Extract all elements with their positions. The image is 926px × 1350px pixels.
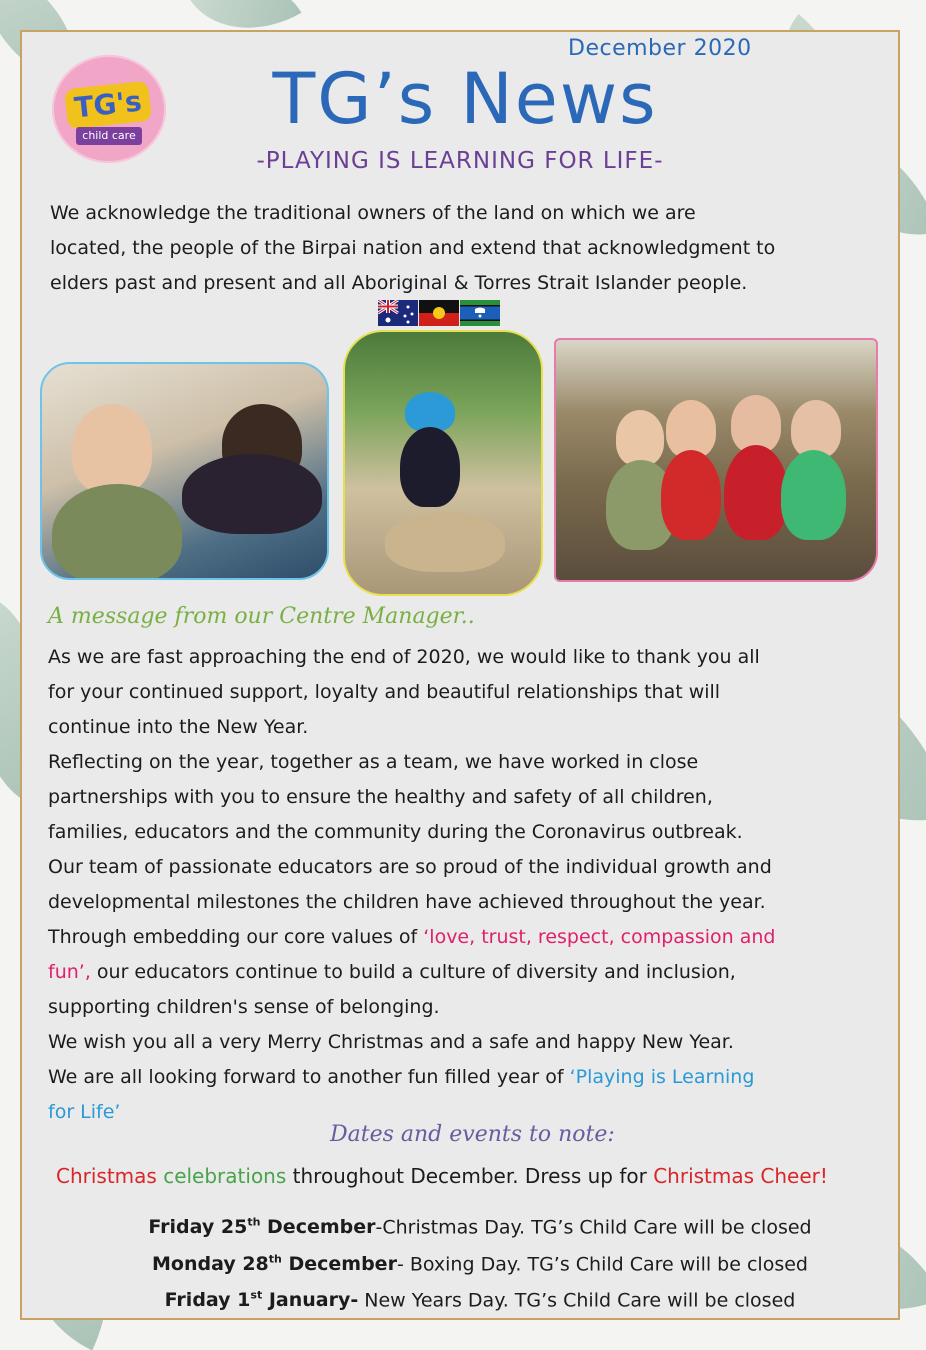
event-date: Friday 1st January- (164, 1289, 359, 1312)
celebrations-word: celebrations (163, 1164, 287, 1188)
photo-children-face-painted (554, 338, 878, 582)
newsletter-motto: -PLAYING IS LEARNING FOR LIFE- (256, 148, 664, 174)
event-item (40, 1289, 920, 1311)
message-line: As we are fast approaching the end of 2020, we would like to thank you all (48, 646, 760, 668)
forward-intro: We are all looking forward to another fun filled year of (48, 1066, 570, 1088)
christmas-word: Christmas (56, 1164, 157, 1188)
event-description: - Boxing Day. TG’s Child Care will be closed (396, 1253, 808, 1276)
issue-date: December 2020 (568, 36, 752, 61)
ack-line: located, the people of the Birpai nation and extend that acknowledgment to (50, 237, 776, 259)
core-values-highlight: fun’, (48, 961, 91, 983)
message-line: Reflecting on the year, together as a team, we have worked in close (48, 751, 699, 773)
message-line: partnerships with you to ensure the healthy and safety of all children, (48, 786, 713, 808)
event-date: Monday 28th December (152, 1253, 397, 1276)
christmas-word: Christmas (653, 1164, 755, 1188)
message-line: Our team of passionate educators are so proud of the individual growth and (48, 856, 772, 878)
dates-heading: Dates and events to note: (330, 1122, 615, 1147)
australian-flag-icon (378, 300, 418, 326)
christmas-line-text: throughout December. Dress up for (286, 1164, 654, 1188)
event-item (40, 1216, 920, 1238)
message-line (48, 920, 888, 955)
torres-strait-islander-flag-icon (460, 300, 500, 326)
christmas-celebrations-line (56, 1164, 906, 1188)
event-item (40, 1253, 920, 1275)
centre-manager-heading: A message from our Centre Manager.. (48, 604, 475, 629)
event-description: New Years Day. TG’s Child Care will be closed (358, 1289, 796, 1312)
event-date: Friday 25th December (148, 1216, 376, 1239)
message-line: We wish you all a very Merry Christmas and a safe and happy New Year. (48, 1031, 734, 1053)
message-line: continue into the New Year. (48, 716, 309, 738)
motto-highlight: ‘Playing is Learning (569, 1066, 755, 1088)
message-line (48, 955, 888, 990)
photo-educator-with-child (40, 362, 329, 580)
ack-line: We acknowledge the traditional owners of the land on which we are (50, 202, 696, 224)
message-line: supporting children's sense of belonging. (48, 996, 440, 1018)
core-values-highlight: ‘love, trust, respect, compassion and (423, 926, 776, 948)
tgs-logo (52, 55, 166, 163)
cheer-word: Cheer! (760, 1164, 828, 1188)
message-line: families, educators and the community during the Coronavirus outbreak. (48, 821, 743, 843)
values-intro: Through embedding our core values of (48, 926, 424, 948)
acknowledgement-of-country (50, 196, 890, 301)
message-line: for your continued support, loyalty and beautiful relationships that will (48, 681, 721, 703)
values-outro: our educators continue to build a culture of diversity and inclusion, (90, 961, 736, 983)
event-description: -Christmas Day. TG’s Child Care will be closed (375, 1216, 812, 1239)
message-line: developmental milestones the children have achieved throughout the year. (48, 891, 766, 913)
message-line (48, 1060, 888, 1095)
message-line: for Life’ (48, 1101, 121, 1123)
aboriginal-flag-icon (419, 300, 459, 326)
logo-text: TG's (64, 81, 152, 130)
newsletter-title: TG’s News (272, 58, 658, 140)
logo-subtext: child care (76, 127, 142, 145)
photo-child-jumping (343, 330, 543, 596)
ack-line: elders past and present and all Aboriginal & Torres Strait Islander people. (50, 272, 748, 294)
centre-manager-message (48, 640, 888, 1130)
